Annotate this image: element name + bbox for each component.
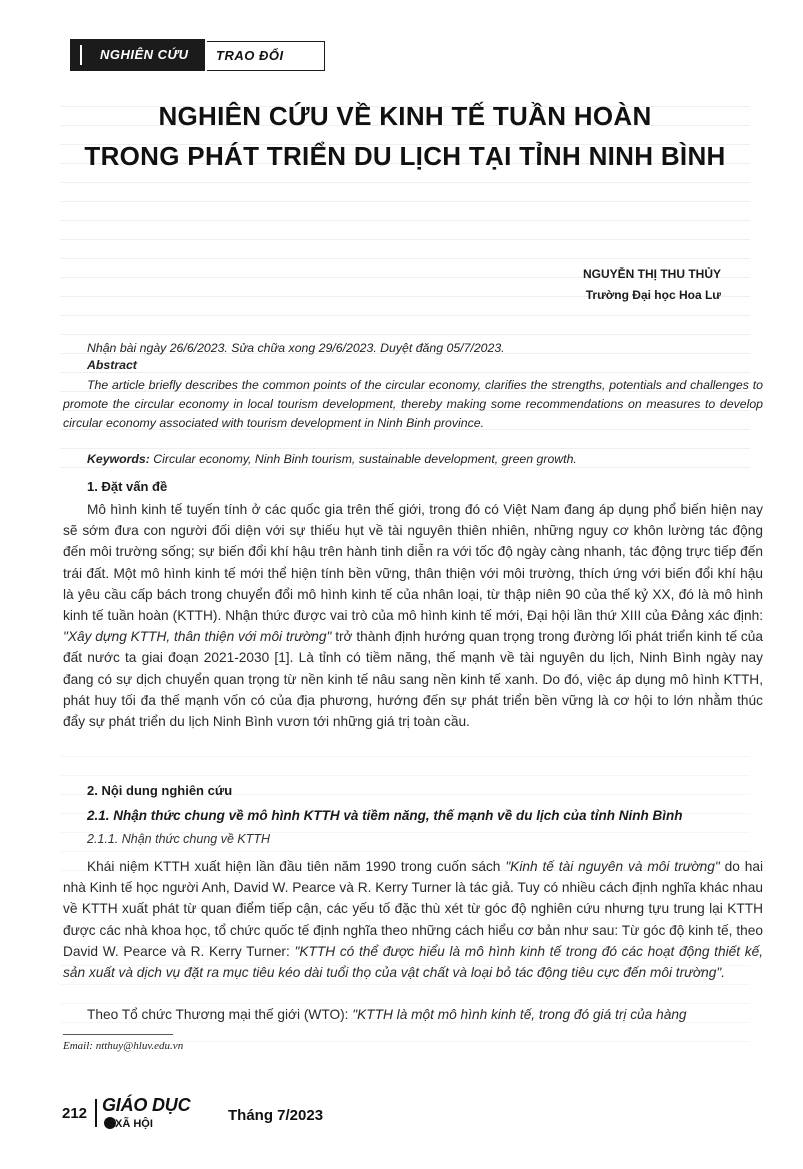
section-2-1-heading: 2.1. Nhận thức chung về mô hình KTTH và tiềm năng, thế mạnh về du lịch của tỉnh Ninh Bình [87,808,683,823]
author-block [583,264,721,306]
article-title-line-2: TRONG PHÁT TRIỂN DU LỊCH TẠI TỈNH NINH BÌNH [84,141,726,171]
author-name: NGUYỄN THỊ THU THỦY [583,267,721,281]
wto-quote: "KTTH là một mô hình kinh tế, trong đó giá trị của hàng [352,1007,687,1022]
section-2-paragraph-2 [63,1004,763,1025]
page-number: 212 [62,1105,88,1122]
magazine-logo-line-2: XÃ HỘI [115,1118,153,1130]
keywords-label: Keywords: [87,452,150,466]
section-2-heading: 2. Nội dung nghiên cứu [87,783,233,798]
keywords-line [87,452,577,466]
section-1-heading: 1. Đặt vấn đề [87,479,168,494]
definition-quote: "KTTH có thể được hiểu là mô hình kinh tế trong đó các hoạt động thiết kế, sản xuất và dịch vụ đặt ra mục tiêu kéo dài tuổi thọ của vật chất và loại bỏ tác động tiêu cực đến môi trường". [63,943,764,981]
submission-dates: Nhận bài ngày 26/6/2023. Sửa chữa xong 29/6/2023. Duyệt đăng 05/7/2023. [87,341,505,355]
section-2-text-b: do hai nhà Kinh tế học người Anh, David W. Pearce và R. Kerry Turner là tác giả. Tuy có nhiều cách định nghĩa khác nhau về KTTH xuất phát từ quan điểm tiếp cận, các yếu tố đặc thù xét từ góc độ nghiên cứu nhưng tựu trung lại KTTH được các nhà khoa học, tổ chức quốc tế định nghĩa theo những cách hiểu cơ bản như sau: Từ góc độ kinh tế, theo David W. Pearce và R. Kerry Turner: [63,859,763,959]
section-1-quote: "Xây dựng KTTH, thân thiện với môi trường" [63,629,332,645]
book-title: "Kinh tế tài nguyên và môi trường" [505,859,720,874]
section-2-1-1-heading: 2.1.1. Nhận thức chung về KTTH [87,832,271,846]
author-email: Email: ntthuy@hluv.edu.vn [63,1040,184,1052]
article-title [60,96,750,176]
abstract-heading: Abstract [87,358,137,372]
section-label: NGHIÊN CỨU [100,47,189,62]
section-2-paragraph-1 [63,856,763,983]
page-footer [60,1095,380,1135]
keywords-list: Circular economy, Ninh Binh tourism, sustainable development, green growth. [149,452,577,466]
author-affiliation: Trường Đại học Hoa Lư [585,288,721,302]
section-2-p2-text: Theo Tổ chức Thương mại thế giới (WTO): [87,1007,353,1022]
issue-date: Tháng 7/2023 [228,1107,324,1124]
header-marker [80,45,92,65]
footer-divider [95,1099,97,1127]
section-1-text-a: Mô hình kinh tế tuyến tính ở các quốc gia trên thế giới, trong đó có Việt Nam đang áp dụng phổ biến hiện nay sẽ sớm đưa con người đối diện với sự thiếu hụt về tài nguyên thiên nhiên, những nguy cơ khôn lường tác động đến môi trường sống; sự biến đổi khí hậu trên hành tinh diễn ra với tốc độ ngày càng nhanh, tác động trực tiếp đến trái đất. Một mô hình kinh tế mới thể hiện tính bền vững, thân thiện với môi trường, thích ứng với biến đổi khí hậu là yêu cầu cấp bách trong chuyển đổi mô hình kinh tế của nhân loại, từ thập niên 90 của thế kỷ XX, đó là mô hình kinh tế tuần hoàn (KTTH). Nhận thức được vai trò của mô hình kinh tế mới, Đại hội lần thứ XIII của Đảng xác định: [63,502,763,624]
abstract-text: The article briefly describes the common points of the circular economy, clarifies the strengths, potentials and challenges to promote the circular economy in local tourism development, thereby making some recommendations on measures to develop circular economy associated with tourism development in Ninh Binh province. [63,378,763,430]
magazine-logo-line-1: GIÁO DỤC [102,1095,191,1115]
section-1-paragraph [63,499,763,732]
section-1-text-b: trở thành định hướng quan trọng trong đường lối phát triển kinh tế của đất nước ta giai đoạn 2021-2030 [1]. Là tỉnh có tiềm năng, thế mạnh về tài nguyên du lịch, Ninh Bình ngày nay đang có sự dịch chuyển quan trọng từ nền kinh tế nâu sang nền kinh tế xanh. Do đó, việc áp dụng mô hình KTTH, phát huy tối đa thế mạnh vốn có của địa phương, hướng đến sự phát triển bền vững là cơ hội to lớn nhằm thúc đẩy sự phát triển du lịch Ninh Bình vươn tới những giá trị toàn cầu. [63,629,763,730]
section-header [70,39,325,71]
section-2-text-a: Khái niệm KTTH xuất hiện lần đầu tiên năm 1990 trong cuốn sách [87,859,506,874]
article-title-line-1: NGHIÊN CỨU VỀ KINH TẾ TUẦN HOÀN [158,101,652,131]
footnote-rule [63,1034,173,1035]
subsection-label: TRAO ĐỔI [216,48,284,63]
